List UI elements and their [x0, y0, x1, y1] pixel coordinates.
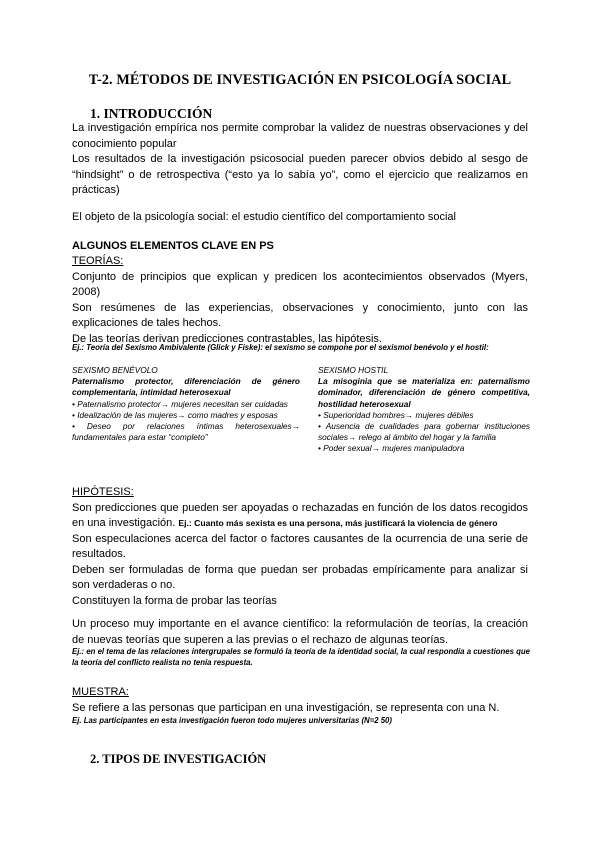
page-title: T-2. MÉTODOS DE INVESTIGACIÓN EN PSICOLOGÍA SOCIAL: [88, 72, 512, 88]
muestra-example: Ej. Las participantes en esta investigación fueron todo mujeres universitarias (N=2 50): [72, 716, 392, 725]
sexismo-benevolo-column: [72, 365, 300, 443]
teorias-block: [72, 254, 528, 347]
hostil-description: La misoginia que se materializa en: paternalismo dominador, diferenciación de género competitiva, hostilidad heterosexual: [318, 376, 530, 409]
hipotesis-paragraph-1-text: Son predicciones que pueden ser apoyadas o rechazadas en función de los datos recogidos en una investigación.: [72, 501, 528, 529]
benevolo-heading: SEXISMO BENÉVOLO: [72, 365, 158, 375]
section-heading-tipos: 2. TIPOS DE INVESTIGACIÓN: [90, 752, 267, 766]
teorias-label: TEORÍAS:: [72, 255, 124, 267]
intro-paragraph-3: El objeto de la psicología social: el estudio científico del comportamiento social: [72, 211, 456, 223]
intro-paragraph-2: Los resultados de la investigación psicosocial pueden parecer obvios debido al sesgo de “hindsight” o de retrospectiva (“esto ya lo sabía yo”, como el ejercicio que realizamos en prácticas): [72, 153, 528, 196]
hostil-bullet-2: • Ausencia de cualidades para gobernar instituciones sociales→ relego al ámbito del hogar y la familia: [318, 421, 530, 443]
hostil-heading: SEXISMO HOSTIL: [318, 365, 389, 375]
hipotesis-inline-example: Ej.: Cuanto más sexista es una persona, más justificará la violencia de género: [178, 518, 498, 528]
hipotesis-example: Ej.: en el tema de las relaciones intergrupales se formuló la teoría de la identidad social, la cual respondía a cuestiones que la teoría del conflicto realista no tenía respuesta.: [72, 647, 530, 667]
hipotesis-paragraph-3: Deben ser formuladas de forma que puedan ser probadas empíricamente para analizar si son verdaderas o no.: [72, 563, 528, 591]
muestra-label: MUESTRA:: [72, 686, 129, 698]
hostil-bullet-3: • Poder sexual→ mujeres manipuladora: [318, 443, 465, 454]
hostil-bullet-1: • Superioridad hombres→ mujeres débiles: [318, 409, 474, 420]
muestra-block: [72, 685, 528, 716]
teorias-paragraph-2: Son resúmenes de las experiencias, observaciones y conocimiento, junto con las explicaciones de tales hechos.: [72, 301, 528, 329]
hipotesis-paragraph-2: Son especulaciones acerca del factor o factores causantes de la ocurrencia de una serie de resultados.: [72, 532, 528, 560]
hipotesis-block: [72, 485, 528, 609]
muestra-paragraph-1: Se refiere a las personas que participan en una investigación, se representa con una N.: [72, 701, 500, 714]
teorias-paragraph-3: De las teorías derivan predicciones contrastables, las hipótesis.: [72, 332, 382, 345]
benevolo-bullet-1: • Paternalismo protector→ mujeres necesitan ser cuidadas: [72, 398, 288, 409]
intro-block: [72, 121, 528, 199]
benevolo-description: Paternalismo protector, diferenciación de género complementaria, intimidad heterosexual: [72, 376, 300, 398]
hipotesis-paragraph-1: [72, 501, 528, 532]
teorias-paragraph-1: Conjunto de principios que explican y predicen los acontecimientos observados (Myers, 2008): [72, 270, 528, 298]
teorias-example: Ej.: Teoría del Sexismo Ambivalente (Glick y Fiske): el sexismo se compone por el sexismol benévolo y el hostil:: [72, 343, 489, 352]
hipotesis-label: HIPÓTESIS:: [72, 486, 134, 498]
section-heading-introduccion: 1. INTRODUCCIÓN: [90, 106, 213, 121]
hipotesis-paragraph-4: Constituyen la forma de probar las teorías: [72, 594, 277, 607]
intro-paragraph-1: La investigación empírica nos permite comprobar la validez de nuestras observaciones y del conocimiento popular: [72, 122, 528, 150]
benevolo-bullet-2: • Idealización de las mujeres→ como madres y esposas: [72, 409, 278, 420]
hipotesis-paragraph-5: Un proceso muy importante en el avance científico: la reformulación de teorías, la creación de nuevas teorías que superen a las previas o el rechazo de algunas teorías.: [72, 618, 528, 646]
sexismo-hostil-column: [318, 365, 530, 455]
key-elements-heading: ALGUNOS ELEMENTOS CLAVE EN PS: [72, 240, 274, 252]
benevolo-bullet-3: • Deseo por relaciones íntimas heterosexuales→ fundamentales para estar “completo”: [72, 421, 300, 443]
